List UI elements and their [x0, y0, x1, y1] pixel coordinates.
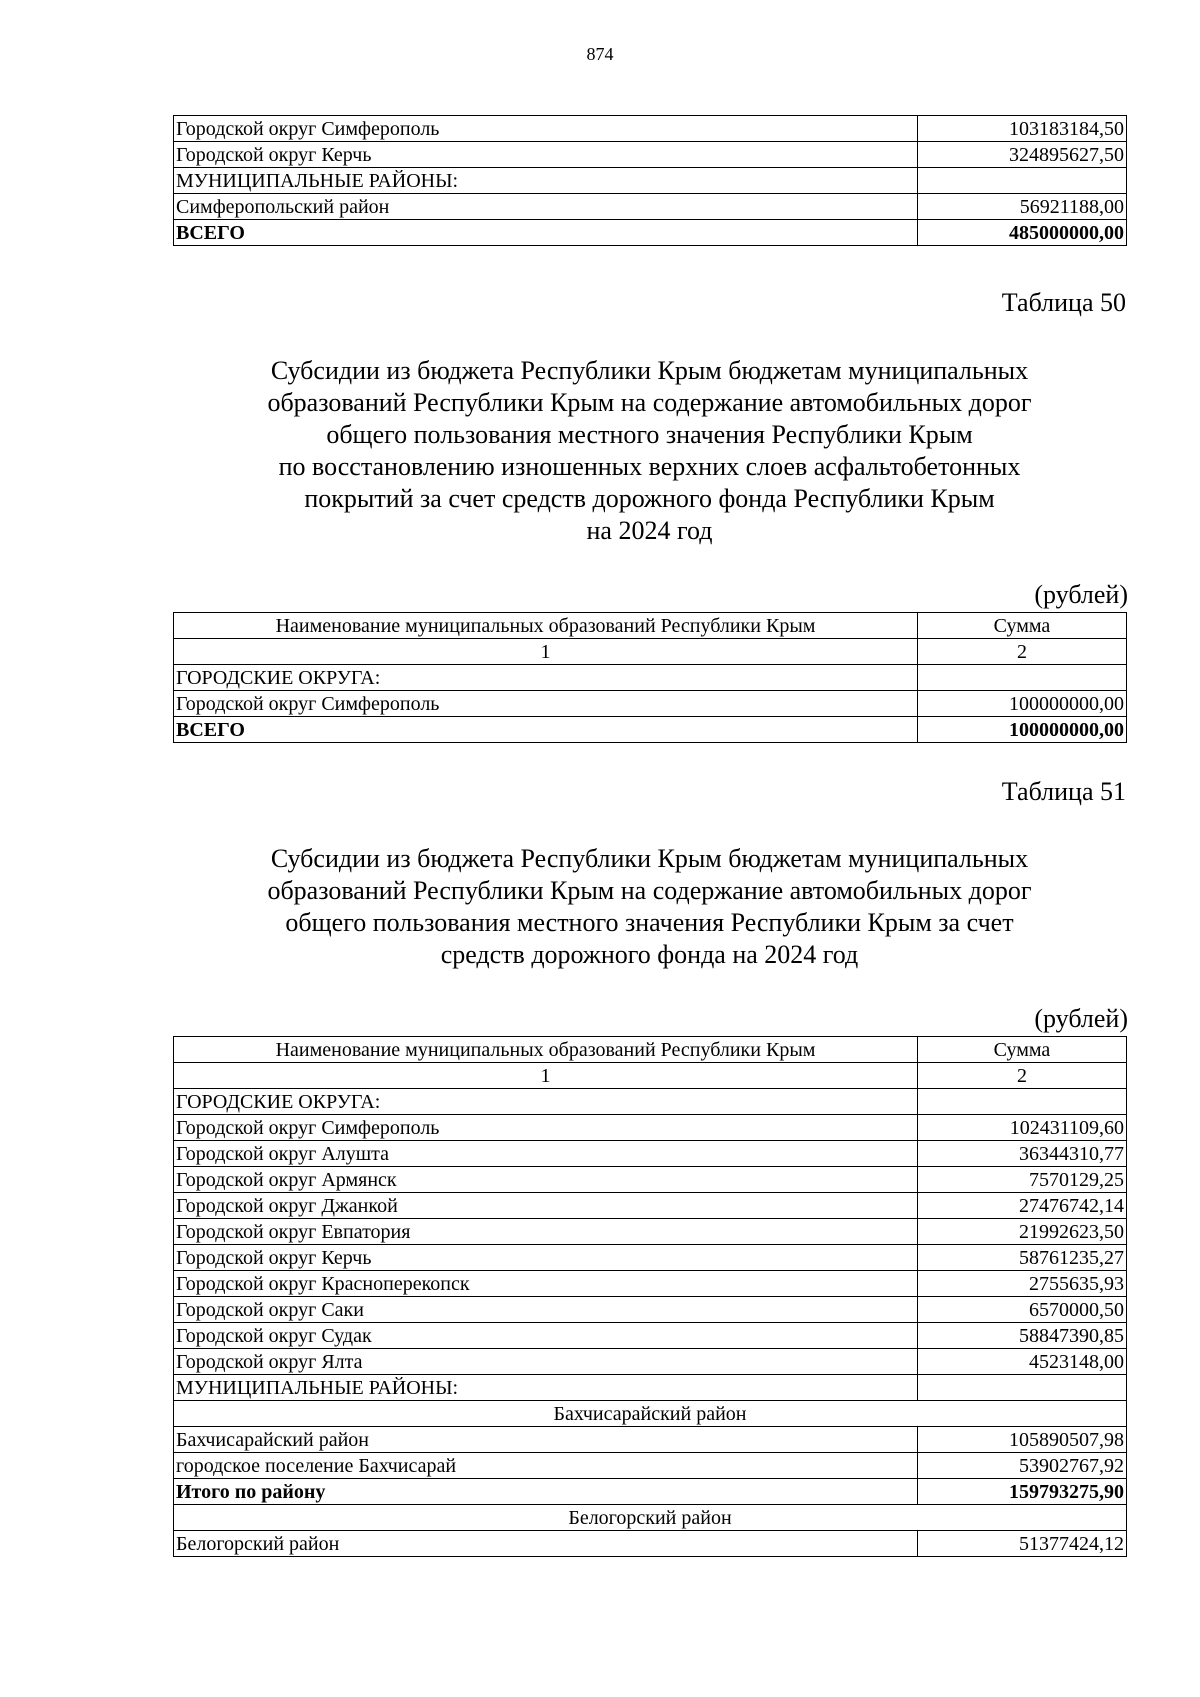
- row-amount-cell: 58761235,27: [918, 1245, 1127, 1271]
- row-amount-cell: 51377424,12: [918, 1531, 1127, 1557]
- table-row: [174, 194, 1127, 220]
- caption-line: образований Республики Крым на содержание автомобильных дорог: [267, 388, 1032, 417]
- row-amount-cell: 102431109,60: [918, 1115, 1127, 1141]
- row-amount-cell: 485000000,00: [918, 220, 1127, 246]
- row-name-cell: Итого по району: [174, 1479, 918, 1505]
- row-amount-cell: [918, 1089, 1127, 1115]
- row-name-cell: ГОРОДСКИЕ ОКРУГА:: [174, 665, 918, 691]
- numbering-amount-cell: 2: [918, 639, 1127, 665]
- table-row: [174, 1427, 1127, 1453]
- table-row: [174, 691, 1127, 717]
- table-50-label: Таблица 50: [1001, 288, 1126, 317]
- row-amount-cell: 159793275,90: [918, 1479, 1127, 1505]
- section-name-cell: Белогорский район: [174, 1505, 1127, 1531]
- table-row: [174, 142, 1127, 168]
- top-table: [173, 115, 1127, 246]
- table-51-units: (рублей): [1034, 1004, 1128, 1033]
- row-amount-cell: 2755635,93: [918, 1271, 1127, 1297]
- total-row: [174, 1479, 1127, 1505]
- table-row: [174, 1245, 1127, 1271]
- row-name-cell: ГОРОДСКИЕ ОКРУГА:: [174, 1089, 918, 1115]
- row-amount-cell: 4523148,00: [918, 1349, 1127, 1375]
- table-row: [174, 665, 1127, 691]
- caption-line: по восстановлению изношенных верхних слоев асфальтобетонных: [278, 452, 1021, 481]
- header-name-cell: Наименование муниципальных образований Республики Крым: [174, 613, 918, 639]
- row-name-cell: Городской округ Керчь: [174, 1245, 918, 1271]
- table-header-row: [174, 613, 1127, 639]
- row-name-cell: Городской округ Симферополь: [174, 691, 918, 717]
- row-amount-cell: 100000000,00: [918, 717, 1127, 743]
- row-name-cell: МУНИЦИПАЛЬНЫЕ РАЙОНЫ:: [174, 168, 918, 194]
- section-name-cell: Бахчисарайский район: [174, 1401, 1127, 1427]
- row-name-cell: Городской округ Алушта: [174, 1141, 918, 1167]
- total-row: [174, 220, 1127, 246]
- caption-line: образований Республики Крым на содержание автомобильных дорог: [267, 876, 1032, 905]
- row-amount-cell: 105890507,98: [918, 1427, 1127, 1453]
- row-amount-cell: [918, 1375, 1127, 1401]
- caption-line: Субсидии из бюджета Республики Крым бюджетам муниципальных: [270, 356, 1029, 385]
- row-name-cell: Городской округ Судак: [174, 1323, 918, 1349]
- table-51: [173, 1036, 1127, 1557]
- row-amount-cell: 56921188,00: [918, 194, 1127, 220]
- caption-line: общего пользования местного значения Республики Крым: [326, 420, 973, 449]
- caption-line: средств дорожного фонда на 2024 год: [440, 940, 859, 969]
- table-row: [174, 1115, 1127, 1141]
- row-name-cell: Городской округ Саки: [174, 1297, 918, 1323]
- section-row: [174, 1505, 1127, 1531]
- table-row: [174, 1531, 1127, 1557]
- row-amount-cell: 100000000,00: [918, 691, 1127, 717]
- caption-line: на 2024 год: [586, 516, 713, 545]
- row-name-cell: ВСЕГО: [174, 220, 918, 246]
- total-row: [174, 717, 1127, 743]
- caption-line: общего пользования местного значения Республики Крым за счет: [285, 908, 1014, 937]
- page-number: 874: [586, 44, 614, 64]
- row-name-cell: Белогорский район: [174, 1531, 918, 1557]
- row-amount-cell: 27476742,14: [918, 1193, 1127, 1219]
- header-amount-cell: Сумма: [918, 1037, 1127, 1063]
- table-50-caption: [173, 355, 1126, 547]
- row-name-cell: Городской округ Евпатория: [174, 1219, 918, 1245]
- row-name-cell: Городской округ Джанкой: [174, 1193, 918, 1219]
- table-51-label: Таблица 51: [1001, 777, 1126, 806]
- row-name-cell: ВСЕГО: [174, 717, 918, 743]
- row-amount-cell: 6570000,50: [918, 1297, 1127, 1323]
- section-row: [174, 1401, 1127, 1427]
- table-row: [174, 1297, 1127, 1323]
- row-name-cell: Городской округ Симферополь: [174, 1115, 918, 1141]
- table-row: [174, 1271, 1127, 1297]
- row-name-cell: Городской округ Красноперекопск: [174, 1271, 918, 1297]
- caption-line: Субсидии из бюджета Республики Крым бюджетам муниципальных: [270, 844, 1029, 873]
- row-amount-cell: 21992623,50: [918, 1219, 1127, 1245]
- table-header-row: [174, 1037, 1127, 1063]
- row-amount-cell: 36344310,77: [918, 1141, 1127, 1167]
- row-amount-cell: 58847390,85: [918, 1323, 1127, 1349]
- table-row: [174, 116, 1127, 142]
- table-row: [174, 1375, 1127, 1401]
- table-51-caption: [173, 843, 1126, 971]
- header-name-cell: Наименование муниципальных образований Республики Крым: [174, 1037, 918, 1063]
- row-name-cell: МУНИЦИПАЛЬНЫЕ РАЙОНЫ:: [174, 1375, 918, 1401]
- table-row: [174, 1167, 1127, 1193]
- row-name-cell: Бахчисарайский район: [174, 1427, 918, 1453]
- table-numbering-row: [174, 639, 1127, 665]
- numbering-amount-cell: 2: [918, 1063, 1127, 1089]
- table-row: [174, 1219, 1127, 1245]
- table-row: [174, 1349, 1127, 1375]
- table-numbering-row: [174, 1063, 1127, 1089]
- table-50-units: (рублей): [1034, 580, 1128, 609]
- row-name-cell: Городской округ Ялта: [174, 1349, 918, 1375]
- row-amount-cell: [918, 665, 1127, 691]
- table-row: [174, 1453, 1127, 1479]
- table-row: [174, 1323, 1127, 1349]
- row-name-cell: городское поселение Бахчисарай: [174, 1453, 918, 1479]
- row-amount-cell: 103183184,50: [918, 116, 1127, 142]
- table-50: [173, 612, 1127, 743]
- row-name-cell: Симферопольский район: [174, 194, 918, 220]
- row-amount-cell: 7570129,25: [918, 1167, 1127, 1193]
- numbering-name-cell: 1: [174, 639, 918, 665]
- numbering-name-cell: 1: [174, 1063, 918, 1089]
- row-name-cell: Городской округ Симферополь: [174, 116, 918, 142]
- table-row: [174, 1193, 1127, 1219]
- row-amount-cell: 324895627,50: [918, 142, 1127, 168]
- caption-line: покрытий за счет средств дорожного фонда Республики Крым: [304, 484, 995, 513]
- row-name-cell: Городской округ Керчь: [174, 142, 918, 168]
- header-amount-cell: Сумма: [918, 613, 1127, 639]
- row-amount-cell: [918, 168, 1127, 194]
- row-amount-cell: 53902767,92: [918, 1453, 1127, 1479]
- row-name-cell: Городской округ Армянск: [174, 1167, 918, 1193]
- table-row: [174, 168, 1127, 194]
- table-row: [174, 1141, 1127, 1167]
- table-row: [174, 1089, 1127, 1115]
